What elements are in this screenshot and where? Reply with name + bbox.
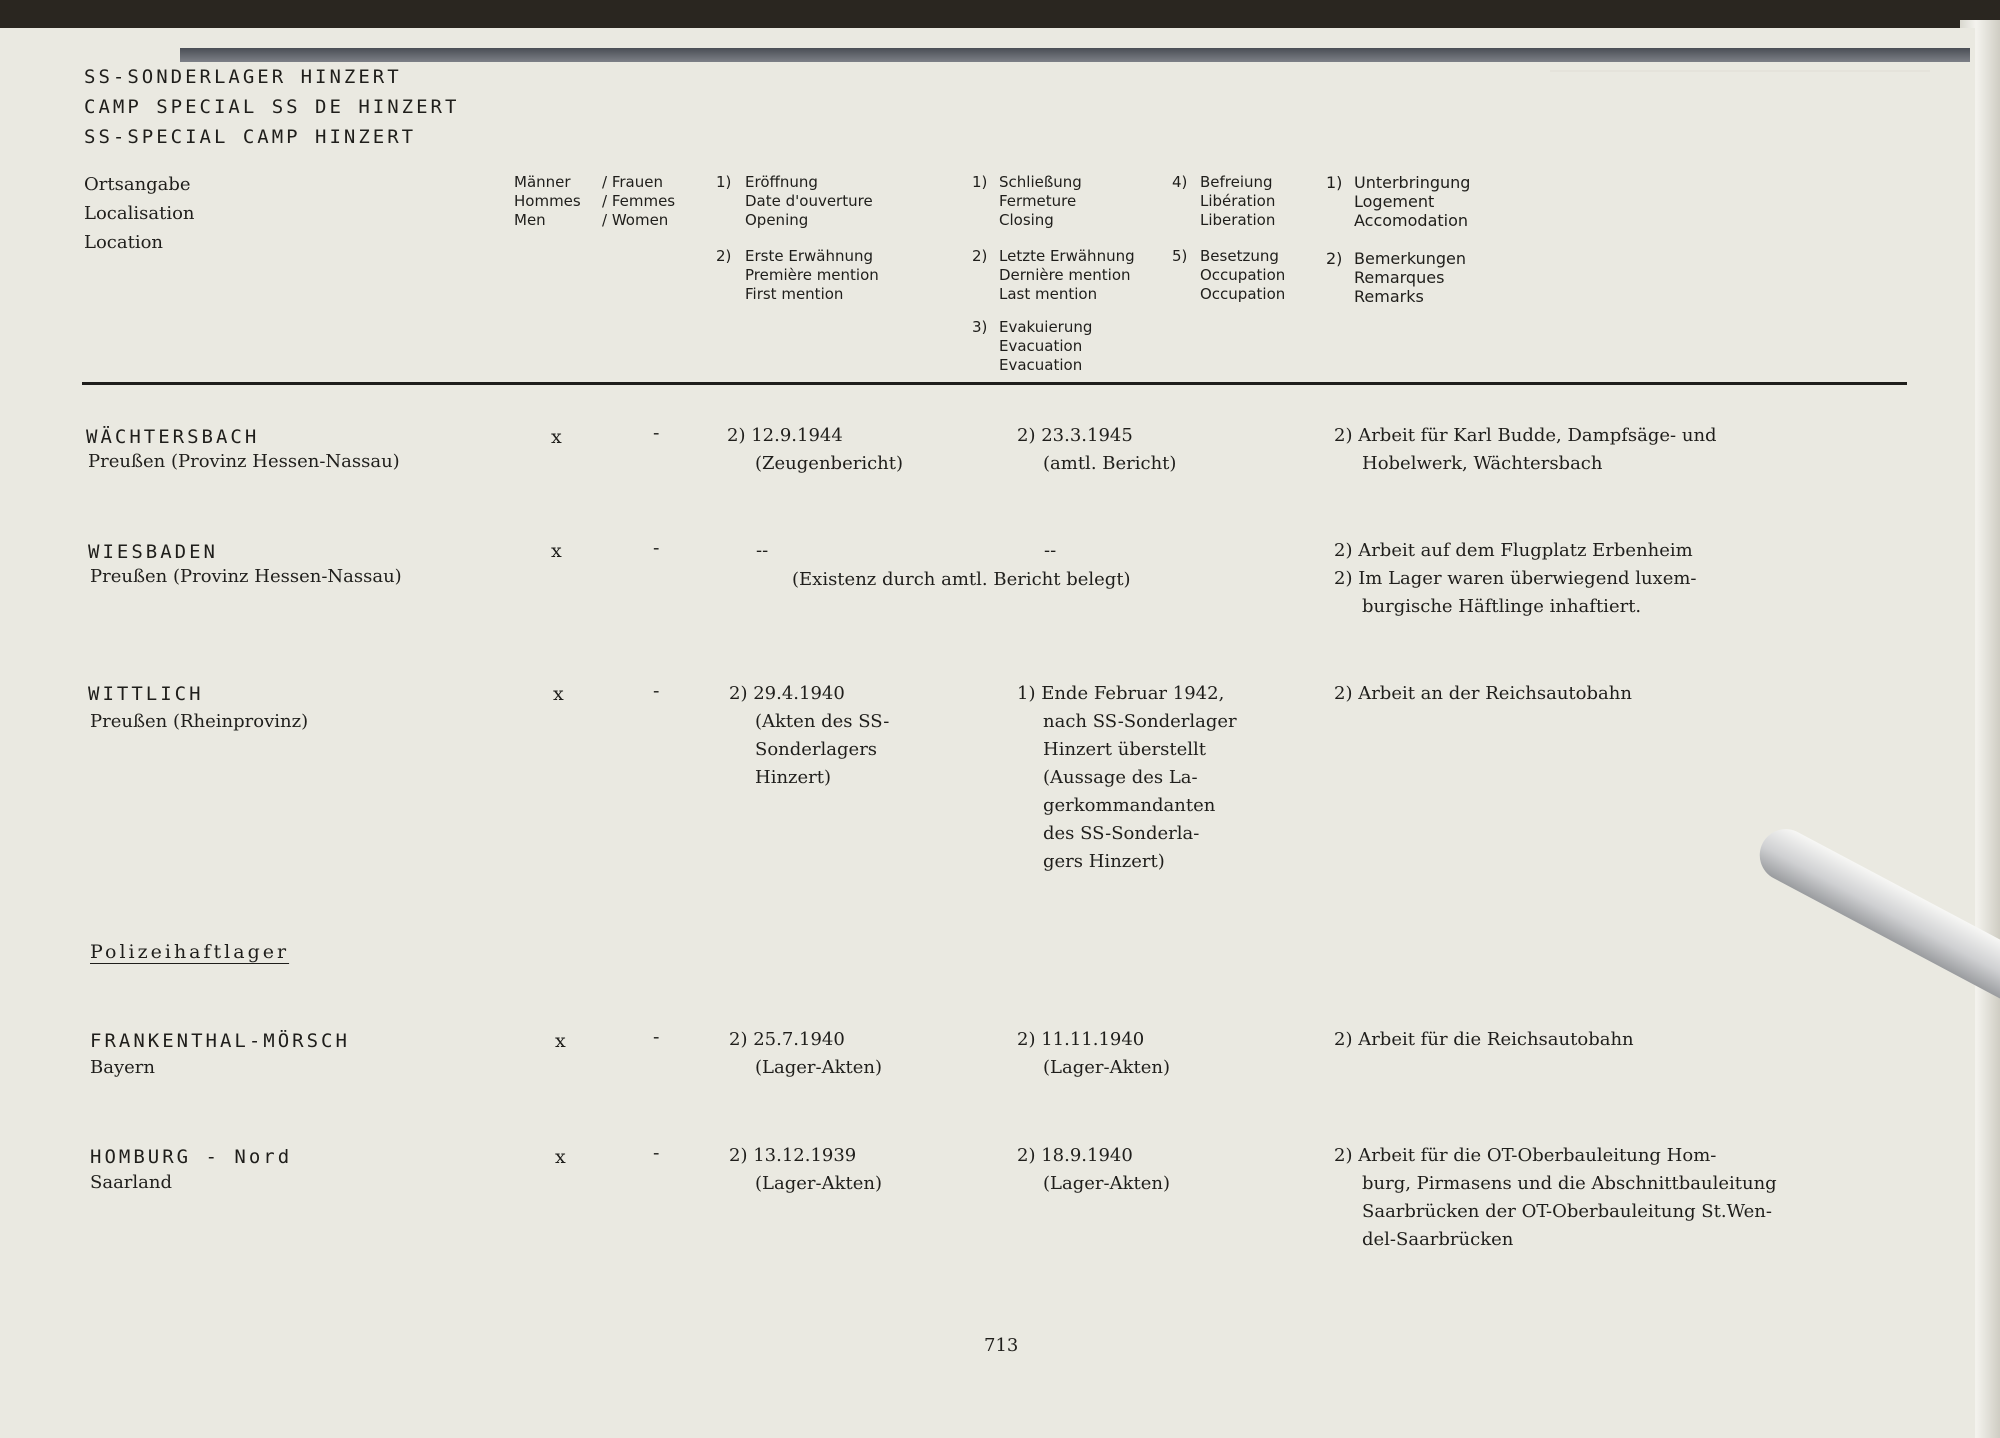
row-remarks: 2) Arbeit für die OT-Oberbauleitung Hom- burg, Pirmasens und die Abschnittbauleitung Saarbrücken der OT-Oberbauleitung St.Wen- del-Saarbrücken xyxy=(1334,1145,1777,1250)
title-line-3: SS-SPECIAL CAMP HINZERT xyxy=(84,126,417,148)
title-line-1: SS-SONDERLAGER HINZERT xyxy=(84,66,402,88)
header-opening: Eröffnung Date d'ouverture Opening xyxy=(745,173,873,229)
row-women: - xyxy=(653,1026,660,1048)
row-name: FRANKENTHAL-MÖRSCH xyxy=(90,1030,350,1052)
row-men: x xyxy=(551,426,562,448)
header-housing-num: 1) xyxy=(1326,173,1343,192)
header-women: / Frauen / Femmes / Women xyxy=(602,173,676,229)
header-remarks: Bemerkungen Remarques Remarks xyxy=(1354,249,1467,306)
header-opening-num: 1) xyxy=(716,173,732,191)
row-region: Preußen (Provinz Hessen-Nassau) xyxy=(88,451,400,472)
row-remarks: 2) Arbeit auf dem Flugplatz Erbenheim 2) Im Lager waren überwiegend luxem- burgische Häftlinge inhaftiert. xyxy=(1334,540,1697,617)
row-men: x xyxy=(555,1030,566,1052)
page-number: 713 xyxy=(984,1335,1019,1356)
row-men: x xyxy=(551,540,562,562)
header-evac-num: 3) xyxy=(972,318,988,336)
row-closing: 2) 11.11.1940 (Lager-Akten) xyxy=(1017,1029,1170,1078)
row-closing: 1) Ende Februar 1942, nach SS-Sonderlager Hinzert überstellt (Aussage des La- gerkommandanten des SS-Sonderla- gers Hinzert) xyxy=(1017,683,1237,872)
header-closing-num: 1) xyxy=(972,173,988,191)
row-opening: 2) 12.9.1944 (Zeugenbericht) xyxy=(727,425,904,474)
row-opening: -- xyxy=(756,540,769,561)
row-men: x xyxy=(555,1146,566,1168)
row-opening: 2) 25.7.1940 (Lager-Akten) xyxy=(729,1029,882,1078)
header-divider xyxy=(82,382,1907,385)
header-occupation-num: 5) xyxy=(1172,247,1188,265)
location-label-en: Location xyxy=(84,232,164,253)
row-women: - xyxy=(653,680,660,702)
row-closing: 2) 18.9.1940 (Lager-Akten) xyxy=(1017,1145,1170,1194)
row-women: - xyxy=(653,422,660,444)
header-liberation: Befreiung Libération Liberation xyxy=(1200,173,1276,229)
row-closing: 2) 23.3.1945 (amtl. Bericht) xyxy=(1017,425,1177,474)
header-housing: Unterbringung Logement Accomodation xyxy=(1354,173,1471,230)
section-title: Polizeihaftlager xyxy=(90,941,290,963)
row-name: WIESBADEN xyxy=(88,541,218,563)
header-liberation-num: 4) xyxy=(1172,173,1188,191)
row-region: Preußen (Rheinprovinz) xyxy=(90,711,309,732)
location-label-fr: Localisation xyxy=(84,203,195,224)
row-men: x xyxy=(553,683,564,705)
header-evacuation: Evakuierung Evacuation Evacuation xyxy=(999,318,1093,374)
row-name: WITTLICH xyxy=(88,683,204,705)
header-closing: Schließung Fermeture Closing xyxy=(999,173,1082,229)
row-existence-note: (Existenz durch amtl. Bericht belegt) xyxy=(792,569,1131,590)
row-remarks: 2) Arbeit für die Reichsautobahn xyxy=(1334,1029,1634,1050)
row-remarks: 2) Arbeit für Karl Budde, Dampfsäge- und Hobelwerk, Wächtersbach xyxy=(1334,425,1717,474)
title-line-2: CAMP SPECIAL SS DE HINZERT xyxy=(84,96,460,118)
row-opening: 2) 29.4.1940 (Akten des SS- Sonderlagers Hinzert) xyxy=(729,683,890,788)
row-women: - xyxy=(653,1142,660,1164)
row-region: Bayern xyxy=(90,1057,155,1078)
facing-page-edge xyxy=(180,48,1970,62)
row-opening: 2) 13.12.1939 (Lager-Akten) xyxy=(729,1145,882,1194)
header-occupation: Besetzung Occupation Occupation xyxy=(1200,247,1286,303)
header-men: Männer Hommes Men xyxy=(514,173,581,229)
header-first-mention: Erste Erwähnung Première mention First mention xyxy=(745,247,879,303)
row-name: WÄCHTERSBACH xyxy=(86,426,260,448)
header-remarks-num: 2) xyxy=(1326,249,1343,268)
row-region: Saarland xyxy=(90,1172,173,1193)
row-closing: -- xyxy=(1044,540,1057,561)
header-last-num: 2) xyxy=(972,247,988,265)
row-remarks: 2) Arbeit an der Reichsautobahn xyxy=(1334,683,1632,704)
header-last-mention: Letzte Erwähnung Dernière mention Last mention xyxy=(999,247,1135,303)
row-region: Preußen (Provinz Hessen-Nassau) xyxy=(90,566,402,587)
location-label-de: Ortsangabe xyxy=(84,174,191,195)
header-first-num: 2) xyxy=(716,247,732,265)
row-women: - xyxy=(653,537,660,559)
row-name: HOMBURG - Nord xyxy=(90,1146,293,1168)
